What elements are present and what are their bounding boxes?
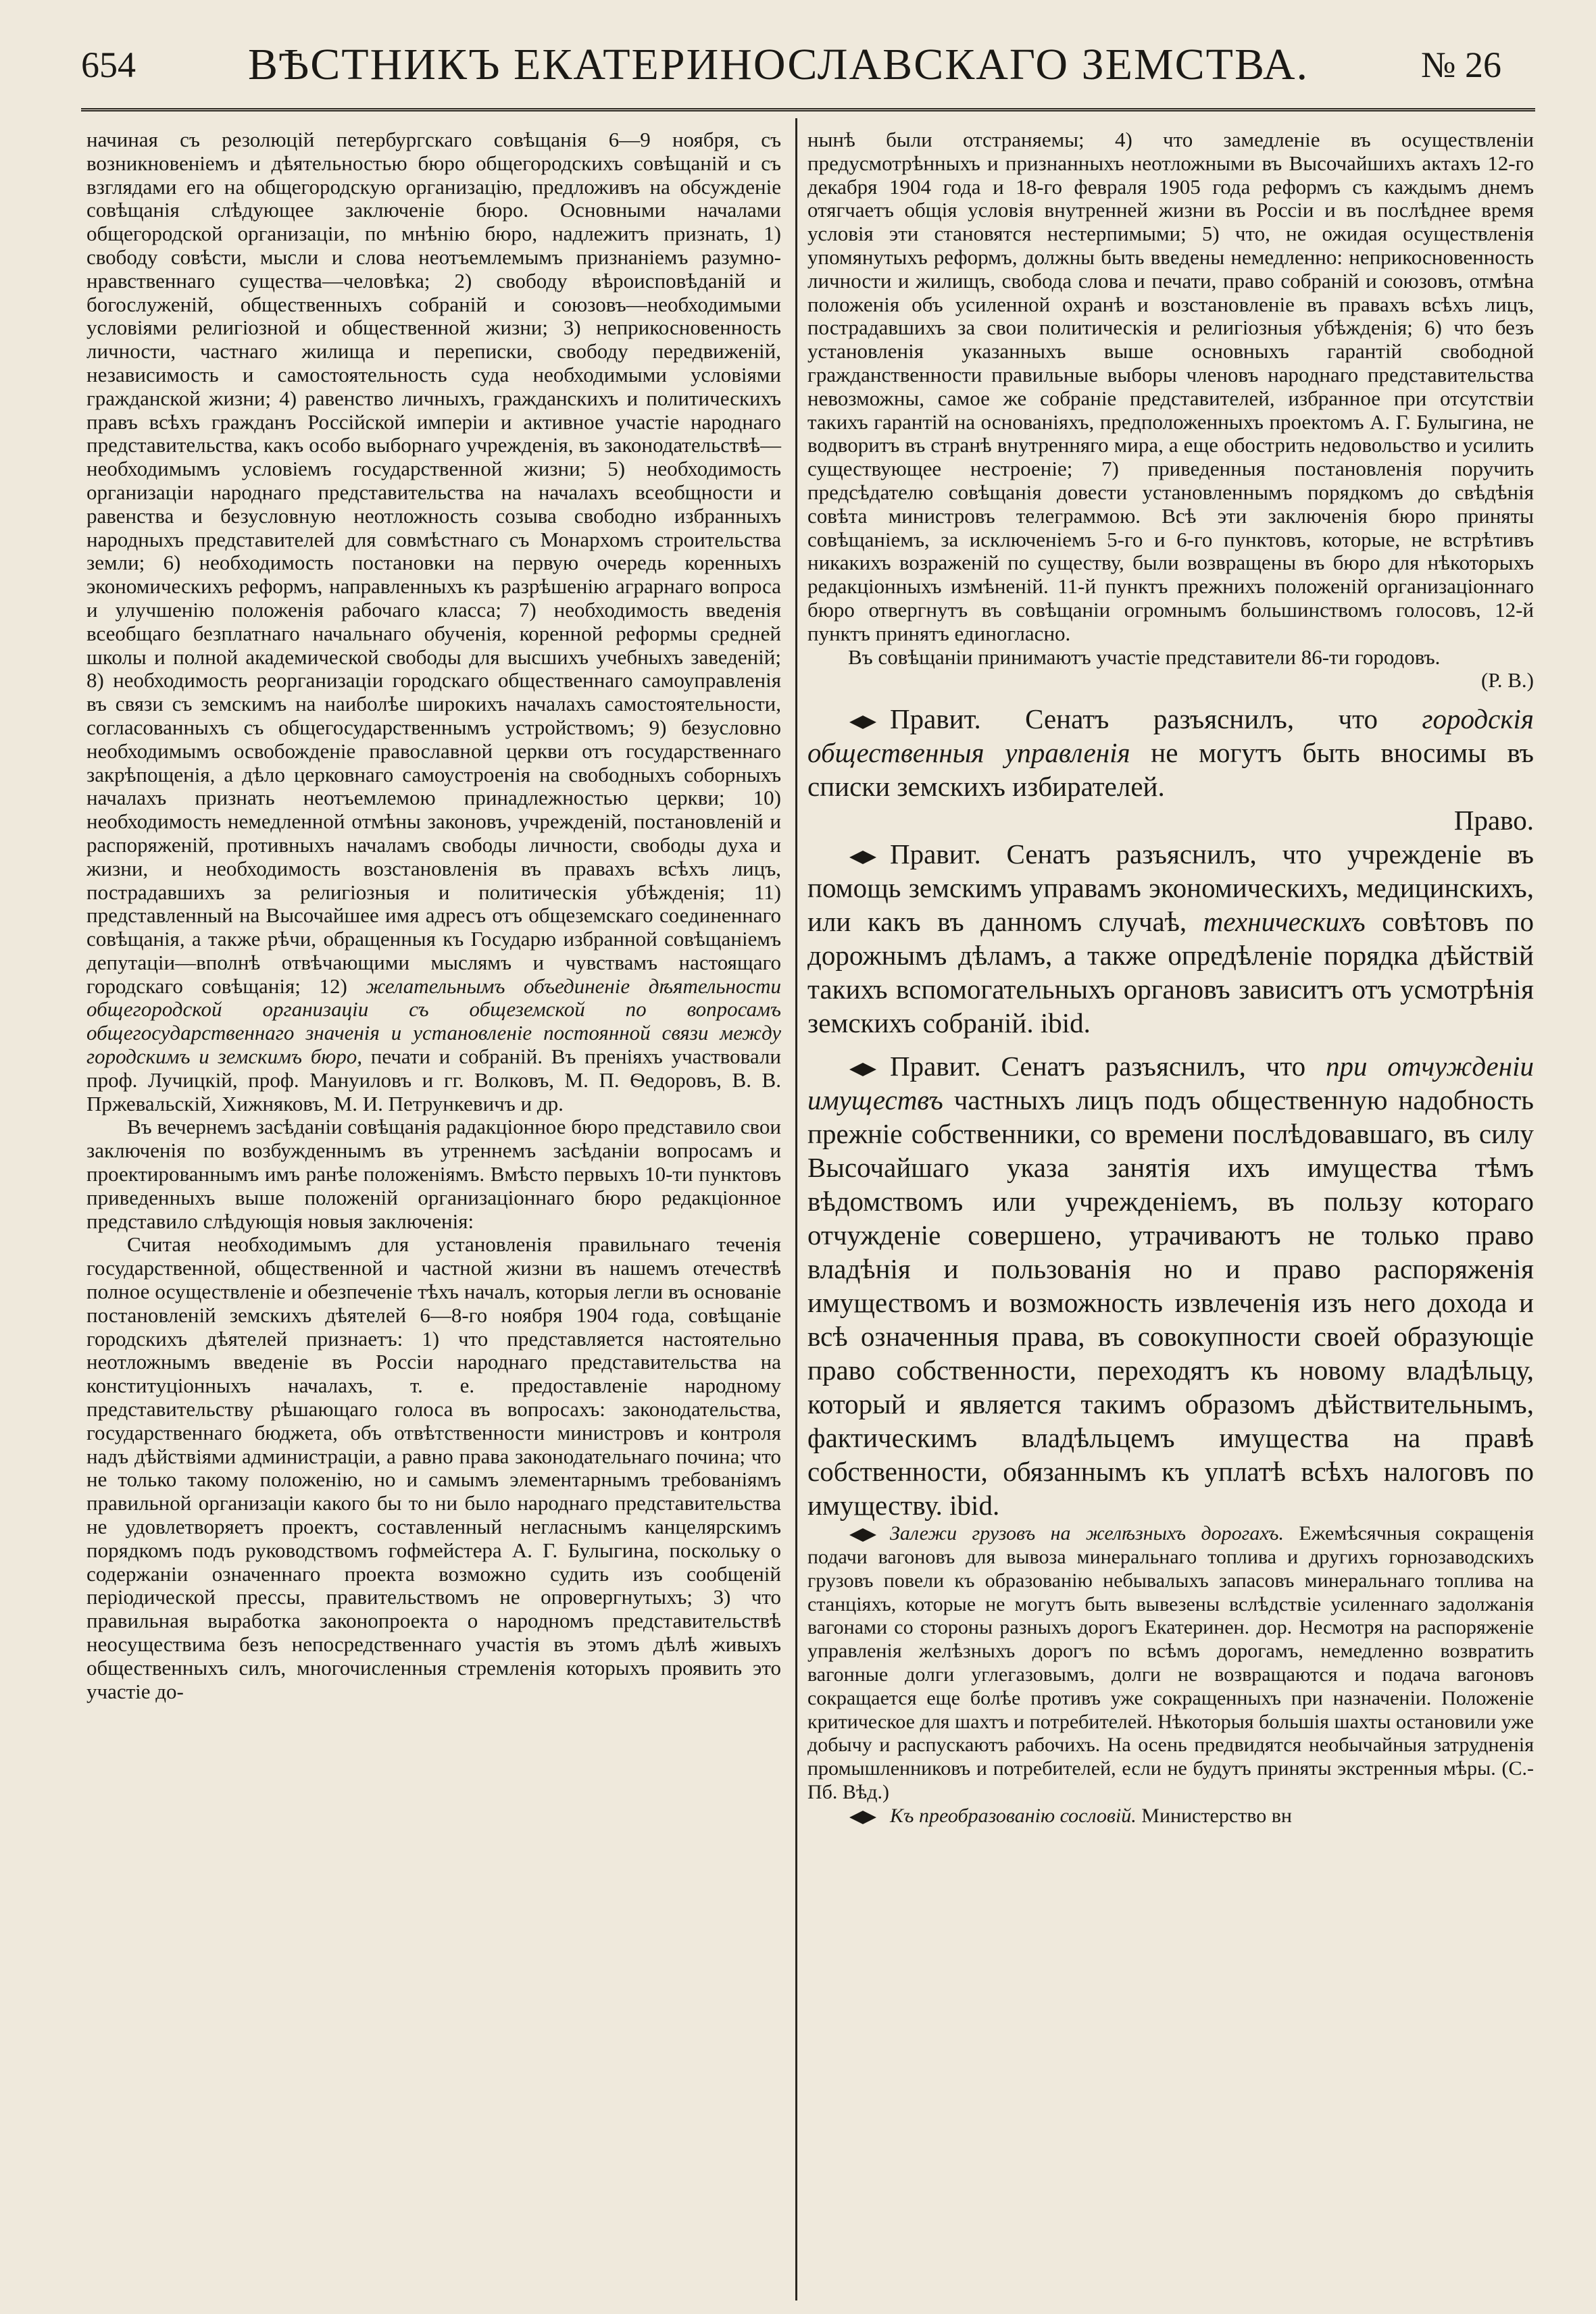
source-ibid-2: ibid. xyxy=(949,1490,1000,1521)
page-number: 654 xyxy=(81,44,136,85)
senate-note-3: Правит. Сенатъ разъяснилъ, что при отчужденіи имуществъ частныхъ лицъ подъ общественную надобность прежніе собственники, со времени послѣдовавшаго, въ силу Высочайшаго указа занятія ихъ имущества тѣмъ вѣдомствомъ или учрежденіемъ, въ пользу котораго отчужденіе совершено, утрачиваютъ не только право владѣнія и пользованія но и право распоряженія имуществомъ и возможность извлеченія изъ него дохода и всѣ означенныя права, въ совокупности своей образующіе право собственности, переходятъ къ новому владѣльцу, который и является такимъ образомъ дѣйствительнымъ, фактическимъ владѣльцемъ имущества на правѣ собственности, обязаннымъ къ уплатѣ всѣхъ налоговъ по имуществу. ibid. xyxy=(807,1051,1534,1521)
hand-bullet-icon xyxy=(848,849,878,865)
journal-title: ВѢСТНИКЪ ЕКАТЕРИНОСЛАВСКАГО ЗЕМСТВА. xyxy=(247,39,1310,89)
right-column xyxy=(807,128,1534,1828)
resolution-paragraph: начиная съ резолюцій петербургскаго совѣщанія 6—9 ноября, съ возникновеніемъ и дѣятельностью бюро общегородскихъ совѣщаній и съ взглядами его на общегородскую организацію, предложивъ на обсужденіе совѣщанія слѣдующее заключеніе бюро. Основными началами общегородской организаціи, по мнѣнію бюро, надлежитъ признать, 1) свободу совѣсти, мысли и слова неотъемлемымъ признаніемъ разумно-нравственнаго существа—человѣка; 2) свободу вѣроисповѣданій и богослуженій, общественныхъ собраній и союзовъ—необходимыми условіями религіозной и общественной жизни; 3) неприкосновенность личности, частнаго жилища и переписки, свободу передвиженій, независимость и самостоятельность суда необходимыми условіями гражданской жизни; 4) равенство личныхъ, гражданскихъ и политическихъ правъ всѣхъ гражданъ Россійской имперіи и активное участіе народнаго представительства, какъ особо выборнаго учрежденія, въ законодательствѣ—необходимымъ условіемъ государственной жизни; 5) необходимость организаціи народнаго представительства на началахъ всеобщности и равенства и безусловную неотложность созыва свободно избранныхъ народныхъ представителей для совмѣстнаго съ Монархомъ строительства земли; 6) необходимость постановки на первую очередь коренныхъ экономическихъ реформъ, направленныхъ къ разрѣшенію аграрнаго вопроса и улучшенію положенія рабочаго класса; 7) необходимость введенія всеобщаго безплатнаго начальнаго обученія, коренной реформы средней школы и полной академической свободы для высшихъ учебныхъ заведеній; 8) необходимость реорганизаціи городскаго общественнаго самоуправленія въ связи съ земскимъ на наиболѣе широкихъ началахъ самостоятельности, согласованныхъ съ общегосударственнымъ устройствомъ; 9) безусловно необходимымъ освобожденіе православной церкви отъ государственнаго закрѣпощенія, а дѣло церковнаго самоустроенія на свободныхъ соборныхъ началахъ признать неотъемлемою принадлежностью церкви; 10) необходимость немедленной отмѣны законовъ, учрежденій, постановленій и распоряженій, противныхъ началамъ свободы личности, свободы духа и жизни, и необходимость возстановленія въ правахъ всѣхъ лицъ, пострадавшихъ за религіозныя и политическія убѣжденія; 11) представленный на Высочайшее имя адресъ отъ общеземскаго соединеннаго совѣщанія, а также рѣчи, обращенныя къ Государю избранной совѣщаніемъ депутаціи—вполнѣ отвѣчающими мыслямъ и чувствамъ настоящаго городскаго совѣщанія; 12) желательнымъ объединеніе дѣятельности общегородской организаціи съ общеземской по вопросамъ общегосударственнаго значенія и установленіе постоянной связи между городскимъ и земскимъ бюро, печати и собраній. Въ преніяхъ участвовали проф. Лучицкій, проф. Мануиловъ и гг. Волковъ, М. П. Ѳедоровъ, В. В. Пржевальскій, Хижняковъ, М. И. Петрункевичъ и др. xyxy=(86,128,781,1115)
freight-note: Залежи грузовъ на желѣзныхъ дорогахъ. Ежемѣсячныя сокращенія подачи вагоновъ для вывоза минеральнаго топлива и другихъ горнозаводскихъ грузовъ повели къ образованію небывалыхъ запасовъ минеральнаго топлива на станціяхъ, которые не могутъ быть вывезены вслѣдствіе усиленнаго задолжанія вагонами со стороны разныхъ дорогъ Екатеринен. дор. Несмотря на распоряженіе управленія желѣзныхъ дорогъ по всѣмъ дорогамъ, немедленно возвратить вагонные долги углегазовымъ, долги не возвращаются и подача вагоновъ сокращается еще болѣе противъ уже сокращенныхъ при назначеніи. Положеніе критическое для шахтъ и потребителей. Нѣкоторыя большія шахты остановили уже добычу и распускаютъ рабочихъ. На осень предвидятся необычайныя затрудненія промышленниковъ и потребителей, если не будутъ приняты экстренныя мѣры. (С.-Пб. Вѣд.) Къ преобразованію сословій. Министерство вн xyxy=(807,1522,1534,1827)
source-spb-ved: (С.-Пб. Вѣд.) xyxy=(807,1757,1534,1803)
evening-session-paragraph: Въ вечернемъ засѣданіи совѣщанія радакціонное бюро представило свои заключенія по возбужденнымъ въ утреннемъ засѣданіи вопросамъ и проектированнымъ имъ ранѣе положеніямъ. Вмѣсто первыхъ 10-ти пунктовъ приведенныхъ выше положеній организаціоннаго бюро редакціонное представило слѣдующія новыя заключенія: xyxy=(86,1115,781,1233)
hand-bullet-icon xyxy=(848,1809,878,1826)
header-rule xyxy=(81,108,1535,111)
estates-note: Къ преобразованію сословій. Министерство вн xyxy=(807,1805,1534,1828)
left-column xyxy=(86,128,781,1703)
source-pravo: Право. xyxy=(1453,805,1534,836)
continued-paragraph: нынѣ были отстраняемы; 4) что замедленіе въ осуществленіи предусмотрѣнныхъ и признанныхъ неотложными въ Высочайшихъ актахъ 12-го декабря 1904 года и 18-го февраля 1905 года реформъ съ каждымъ днемъ отягчаетъ общія условія внутренней жизни въ Россіи и въ послѣднее время условія эти становятся нестерпимыми; 5) что, не ожидая осуществленія упомянутыхъ реформъ, должны быть введены немедленно: неприкосновенность личности и жилищъ, свобода слова и печати, право собраній и союзовъ, отмѣна положенія объ усиленной охранѣ и возстановленіе въ правахъ всѣхъ лицъ, пострадавшихъ за свои политическія и религіозныя убѣжденія; 6) что безъ установленія указанныхъ выше основныхъ гарантій свободной гражданственности правильные выборы членовъ народнаго представительства невозможны, самое же собраніе представителей, избранное при отсутствіи такихъ гарантій на основаніяхъ, предположенныхъ проектомъ А. Г. Булыгина, не водворитъ въ странѣ внутренняго мира, а еще обострить недовольство и усилить существующее нестроеніе; 7) приведенныя постановленія поручить предсѣдателю совѣщанія довести установленнымъ порядкомъ до свѣдѣнія совѣта министровъ телеграммою. Всѣ эти заключенія бюро приняты совѣщаніемъ, за исключеніемъ 5-го и 6-го пунктовъ, которые, не встрѣтивъ никакихъ возраженій по существу, были возвращены въ бюро для нѣкоторыхъ редакціонныхъ измѣненій. 11-й пунктъ прежнихъ положеній организаціоннаго бюро отвергнутъ въ совѣщаніи огромнымъ большинствомъ голосовъ, 12-й пунктъ принятъ единогласно. xyxy=(807,128,1534,645)
senate-note-1: Правит. Сенатъ разъяснилъ, что городскія общественныя управленія не могутъ быть вносимы въ списки земскихъ избирателей. Право. xyxy=(807,703,1534,836)
source-ibid-1: ibid. xyxy=(1040,1007,1091,1039)
source-rv: (Р. В.) xyxy=(1481,668,1534,693)
hand-bullet-icon xyxy=(848,1527,878,1543)
participants-paragraph: Въ совѣщаніи принимаютъ участіе представители 86-ти городовъ. xyxy=(848,645,1441,669)
issue-number: № 26 xyxy=(1420,44,1501,85)
page-header xyxy=(81,32,1501,97)
column-divider xyxy=(795,118,797,2300)
conclusions-paragraph: Считая необходимымъ для установленія правильнаго теченія государственной, общественной и частной жизни въ нашемъ отечествѣ полное осуществленіе и обезпеченіе тѣхъ началъ, которыя легли въ основаніе постановленій земскихъ дѣятелей 6—8-го ноября 1904 года, совѣщаніе городскихъ дѣятелей признаетъ: 1) что представляется настоятельно неотложнымъ введеніе въ Россіи народнаго представительства на конституціонныхъ началахъ, т. е. предоставленіе народному представительству рѣшающаго голоса въ вопросахъ: законодательства, государственнаго бюджета, объ отвѣтственности министровъ и контроля надъ дѣйствіями администраціи, а равно права законодательнаго почина; что не только такому положенію, но и самымъ элементарнымъ требованіямъ правильной организаціи какого бы то ни было народнаго представительства не удовлетворяетъ проектъ, составленный негласнымъ канцелярскимъ порядкомъ подъ руководствомъ гофмейстера А. Г. Булыгина, поскольку о содержаніи означеннаго проекта возможно судить изъ сообщеній періодической прессы, правительствомъ не опровергнутыхъ; 3) что правильная выработка законопроекта о народномъ представительствѣ неосуществима безъ непосредственнаго участія въ этомъ дѣлѣ живыхъ общественныхъ силъ, многочисленныя стремленія которыхъ проявить это участіе до- xyxy=(86,1232,781,1703)
hand-bullet-icon xyxy=(848,1061,878,1078)
hand-bullet-icon xyxy=(848,714,878,730)
senate-note-2: Правит. Сенатъ разъяснилъ, что учрежденіе въ помощь земскимъ управамъ экономическихъ, медицинскихъ, или какъ въ данномъ случаѣ, техническихъ совѣтовъ по дорожнымъ дѣламъ, а также опредѣленіе порядка дѣйствій такихъ вспомогательныхъ органовъ зависитъ отъ усмотрѣнія земскихъ собраній. ibid. xyxy=(807,838,1534,1039)
